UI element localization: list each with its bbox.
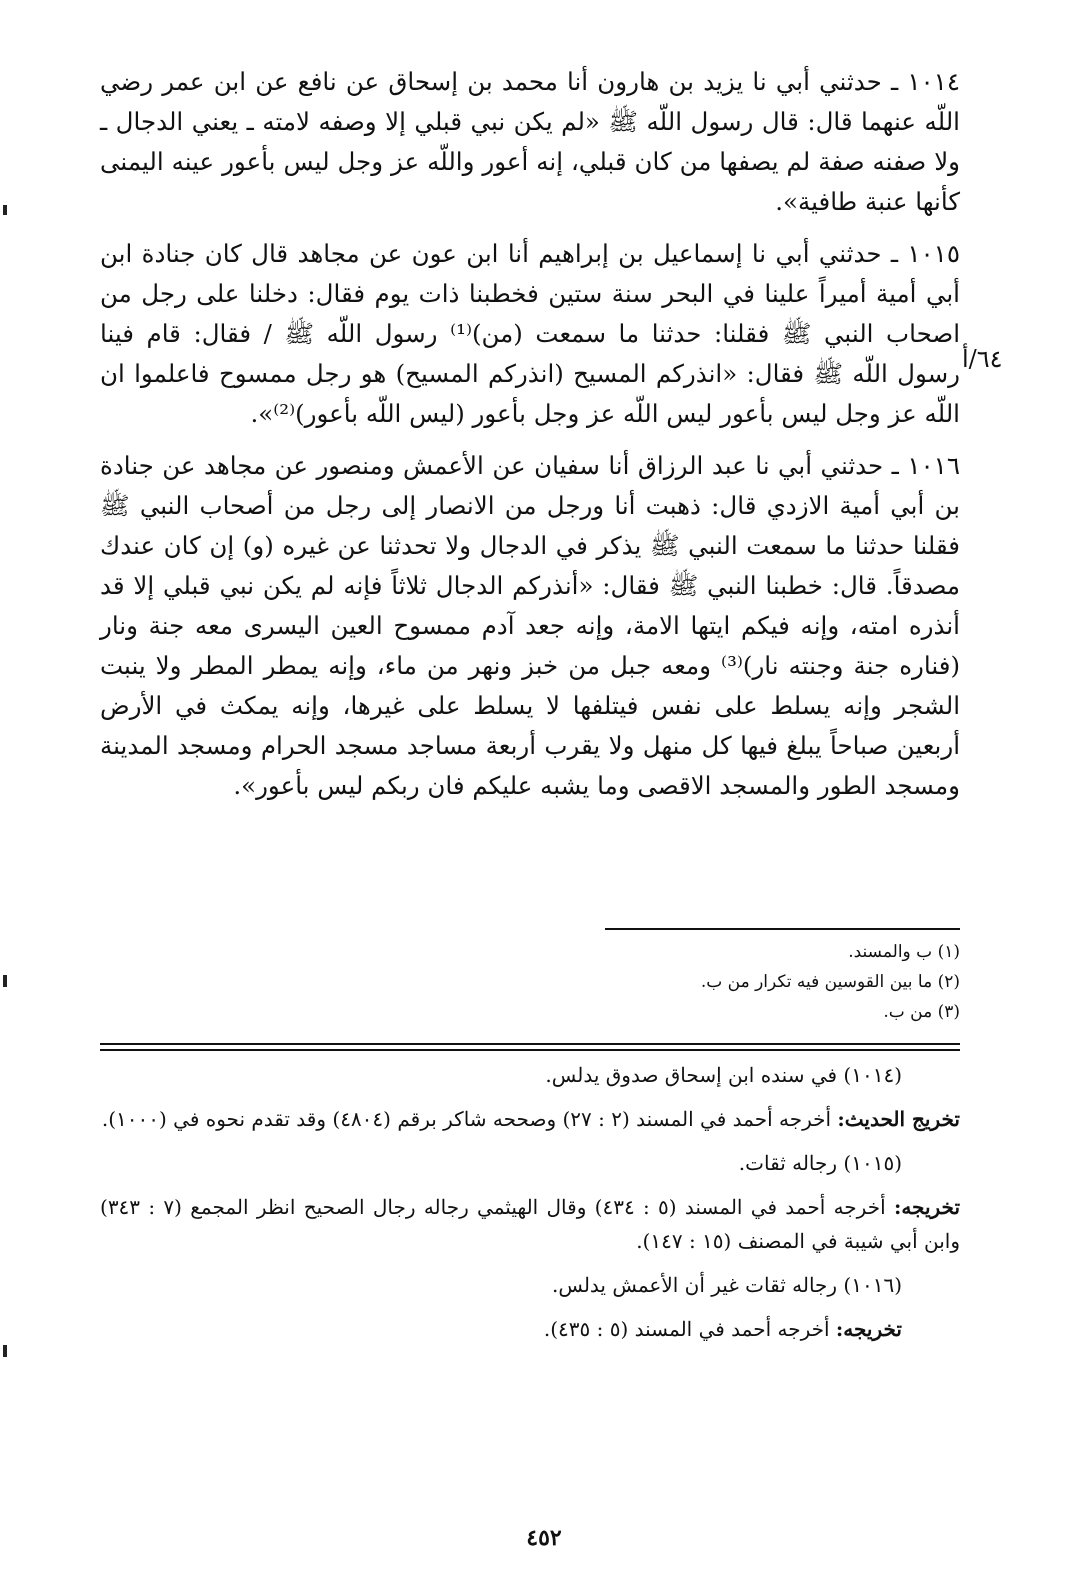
footnote-divider — [605, 928, 960, 930]
hadith-text: ـ حدثني أبي نا يزيد بن هارون أنا محمد بن إسحاق عن نافع عن ابن عمر رضي اللّه عنهما قال: قال رسول اللّه ﷺ «لم يكن نبي قبلي إلا وصفه لامته ـ يعني الدجال ـ ولا صفنه صفة لم يصفها من كان قبلي، إنه أعور واللّه عز وجل ليس بأعور عينه اليمنى كأنها عنبة طافية». — [100, 67, 960, 216]
commentary-takhrij-1015: تخريجه: أخرجه أحمد في المسند (٥ : ٤٣٤) وقال الهيثمي رجاله رجال الصحيح انظر المجمع (٧ : ٣٤٣) وابن أبي شيبة في المصنف (١٥ : ١٤٧). — [100, 1195, 961, 1253]
commentary-grading-1015: (١٠١٥) رجاله ثقات. — [738, 1151, 902, 1175]
manuscript-folio-marker: ٦٤/أ — [962, 345, 1003, 373]
footnote-2: (٢) ما بين القوسين فيه تكرار من ب. — [700, 972, 960, 992]
hadith-number: ١٠١٦ — [907, 451, 960, 480]
page-number: ٤٥٢ — [526, 1525, 562, 1551]
commentary-divider — [100, 1043, 960, 1051]
footnote-1: (١) ب والمسند. — [848, 942, 960, 962]
scan-mark — [3, 1345, 7, 1357]
hadith-number: ١٠١٥ — [907, 239, 960, 268]
footnote-3: (٣) من ب. — [883, 1002, 960, 1022]
scan-mark — [3, 975, 7, 987]
main-text — [100, 62, 960, 818]
hadith-text: ـ حدثني أبي نا إسماعيل بن إبراهيم أنا ابن عون عن مجاهد قال كان جنادة ابن أبي أمية أميراً علينا في البحر سنة ستين فخطبنا ذات يوم فقال: دخلنا على رجل من اصحاب النبي ﷺ فقلنا: حدثنا ما سمعت (من)⁽¹⁾ رسول اللّه ﷺ / فقال: قام فينا رسول اللّه ﷺ فقال: «انذركم المسيح (انذركم المسيح) هو رجل ممسوح فاعلموا ان اللّه عز وجل ليس بأعور ليس اللّه عز وجل بأعور (ليس اللّه بأعور)⁽²⁾». — [100, 239, 961, 428]
hadith-1016 — [100, 446, 960, 806]
commentary-grading-1014: (١٠١٤) في سنده ابن إسحاق صدوق يدلس. — [545, 1063, 902, 1087]
commentary-takhrij-1014: تخريج الحديث: أخرجه أحمد في المسند (٢ : ٢٧) وصححه شاكر برقم (٤٨٠٤) وقد تقدم نحوه في (١٠٠٠). — [101, 1107, 960, 1131]
hadith-1014 — [100, 62, 960, 222]
hadith-number: ١٠١٤ — [907, 67, 960, 96]
commentary — [100, 1058, 960, 1356]
footnotes — [600, 937, 960, 1027]
hadith-1015 — [100, 234, 960, 434]
commentary-grading-1016: (١٠١٦) رجاله ثقات غير أن الأعمش يدلس. — [551, 1273, 902, 1297]
hadith-text: ـ حدثني أبي نا عبد الرزاق أنا سفيان عن الأعمش ومنصور عن مجاهد عن جنادة بن أبي أمية الازدي قال: ذهبت أنا ورجل من الانصار إلى رجل من أصحاب النبي ﷺ فقلنا حدثنا ما سمعت النبي ﷺ يذكر في الدجال ولا تحدثنا عن غيره (و) إن كان عندك مصدقاً. قال: خطبنا النبي ﷺ فقال: «أنذركم الدجال ثلاثاً فإنه لم يكن نبي قبلي إلا قد أنذره امته، وإنه فيكم ايتها الامة، وإنه جعد آدم ممسوح العين اليسرى معه جنة ونار (فناره جنة وجنته نار)⁽³⁾ ومعه جبل من خبز ونهر من ماء، وإنه يمطر المطر ولا ينبت الشجر وإنه يسلط على نفس فيتلفها لا يسلط على غيرها، وإنه يمكث في الأرض أربعين صباحاً يبلغ فيها كل منهل ولا يقرب أربعة مساجد مسجد الحرام ومسجد المدينة ومسجد الطور والمسجد الاقصى وما يشبه عليكم فان ربكم ليس بأعور». — [100, 451, 961, 800]
scan-mark — [3, 205, 7, 215]
commentary-takhrij-1016: تخريجه: أخرجه أحمد في المسند (٥ : ٤٣٥). — [543, 1317, 902, 1341]
